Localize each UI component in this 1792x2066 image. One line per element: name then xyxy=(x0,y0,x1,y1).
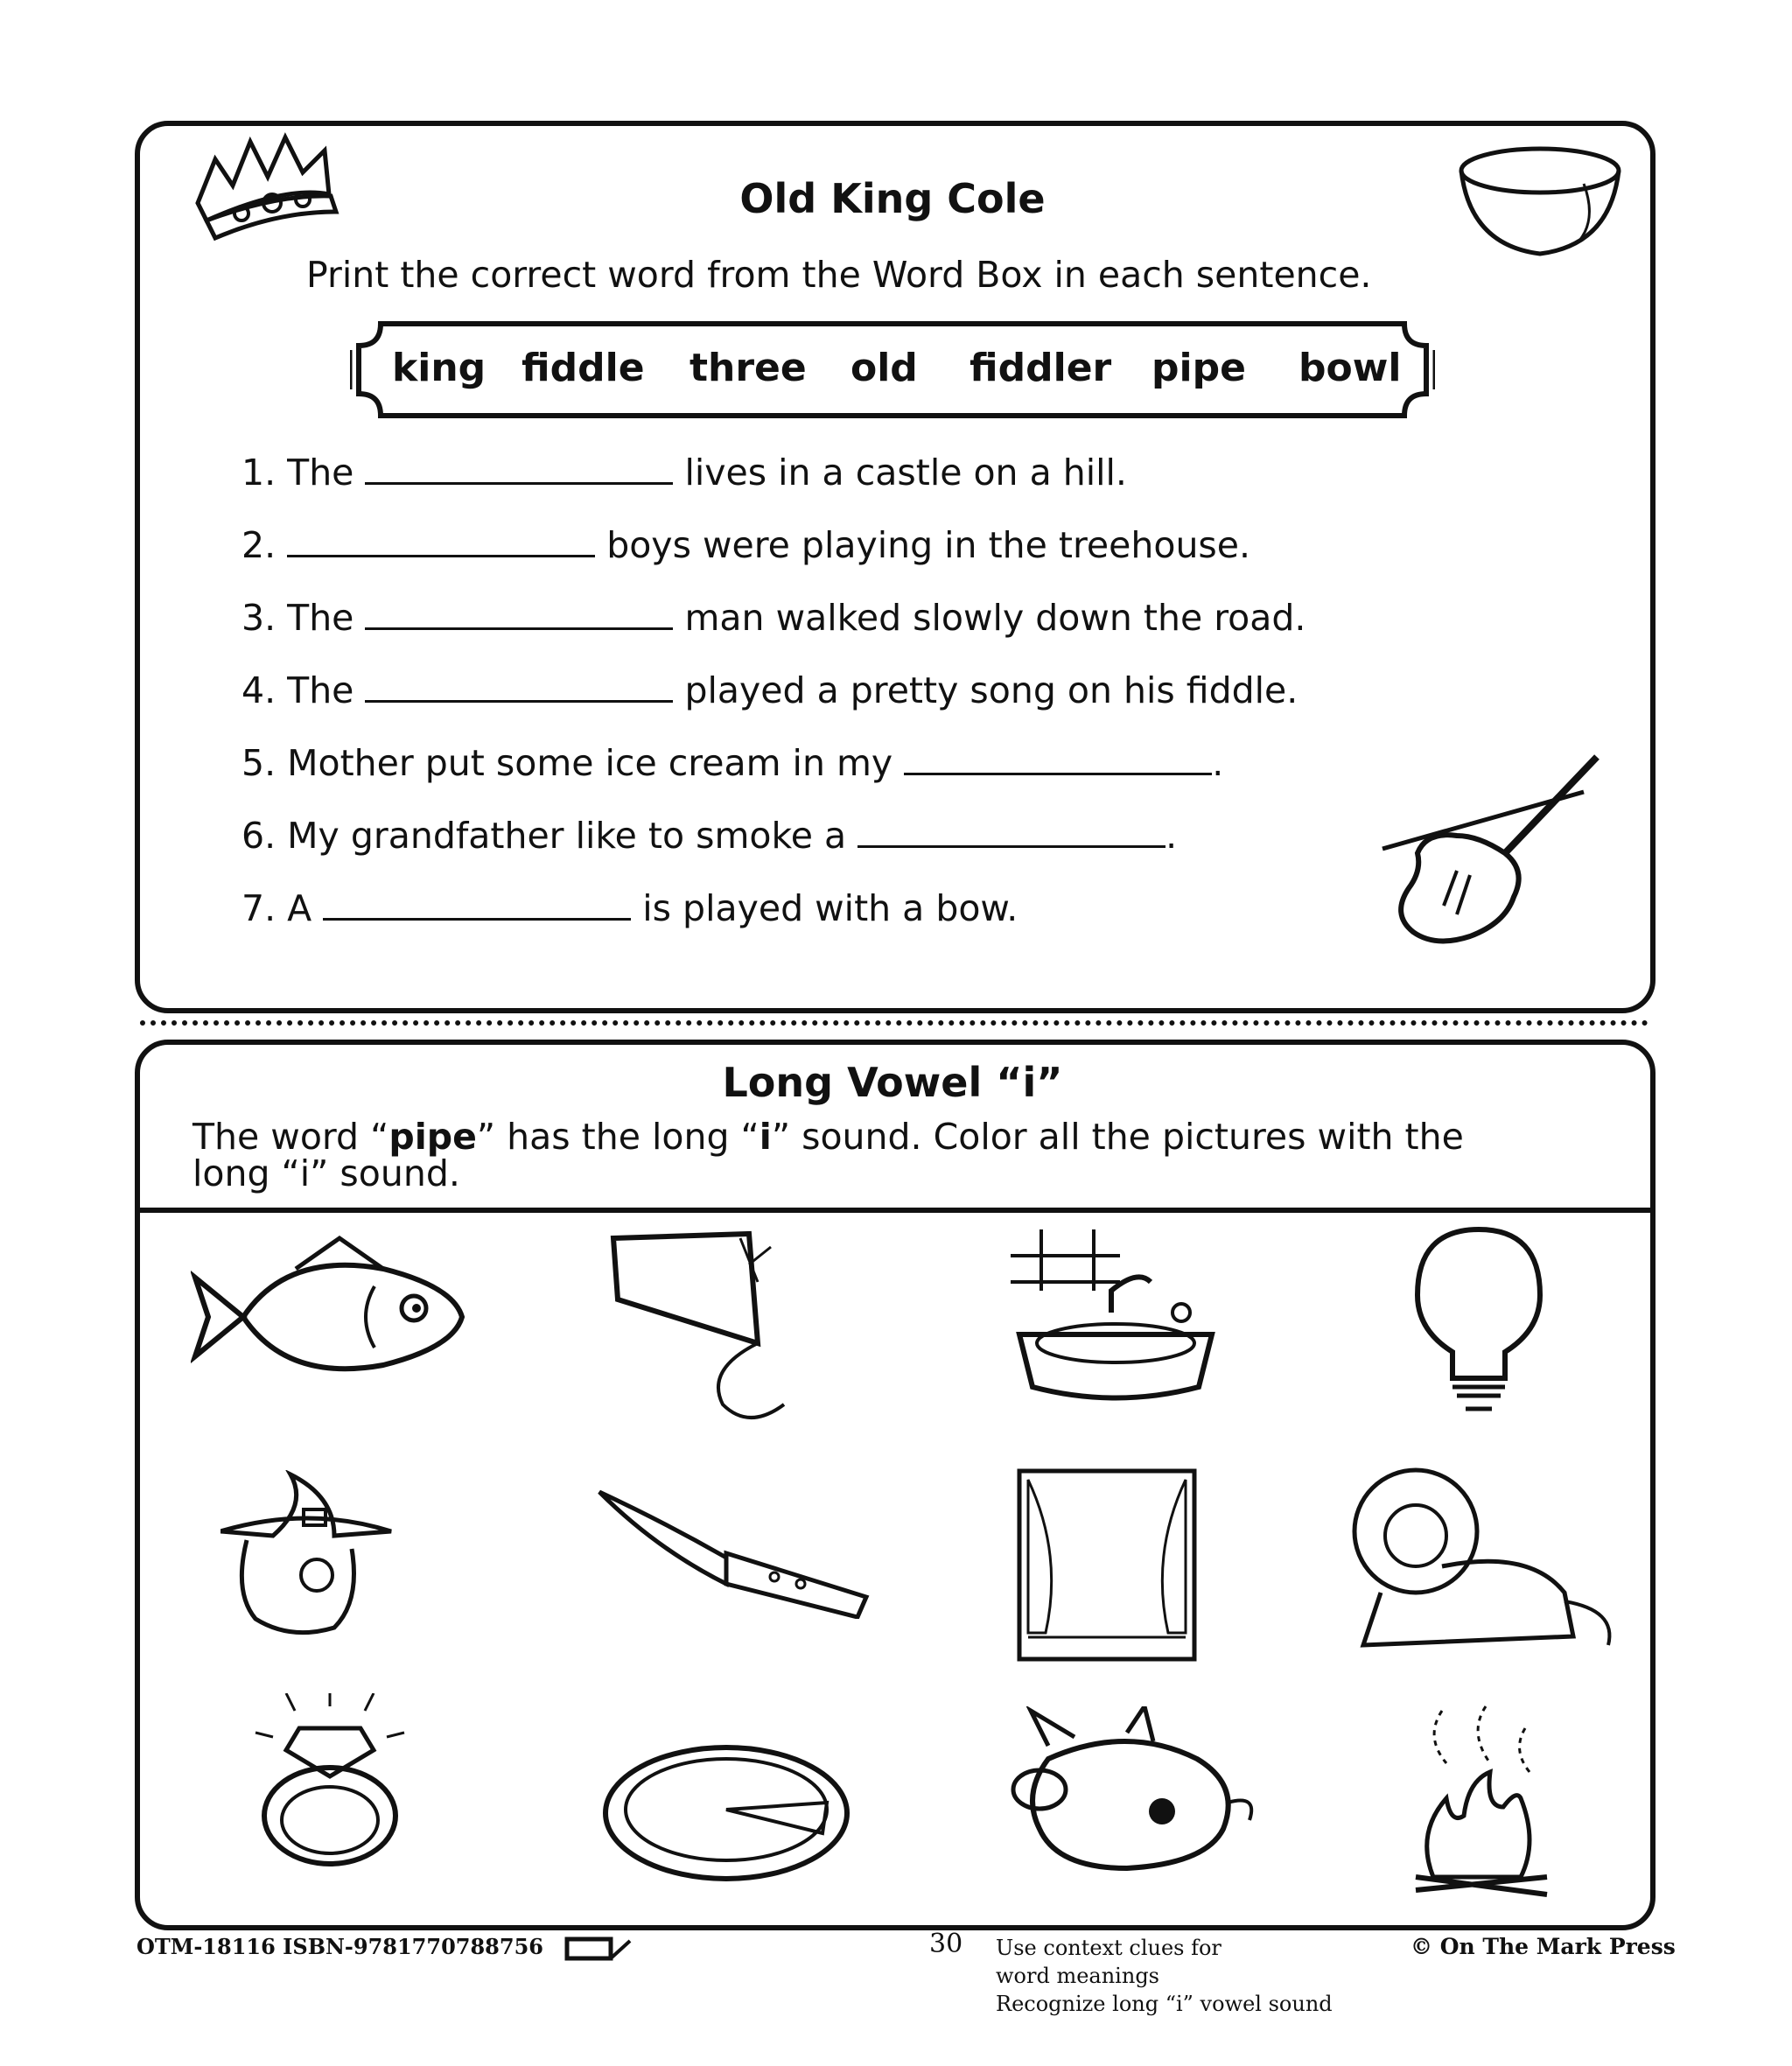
section-title: Old King Cole xyxy=(739,175,1046,222)
bowl-icon xyxy=(1452,140,1628,263)
fire-icon[interactable] xyxy=(1407,1702,1556,1903)
footer-code: OTM-18116 ISBN-9781770788756 xyxy=(136,1934,543,1959)
answer-blank[interactable] xyxy=(323,886,631,921)
word-box-word: fiddle xyxy=(522,346,645,390)
ring-icon[interactable] xyxy=(247,1693,413,1868)
instruction-text: Print the correct word from the Word Box in each sentence. xyxy=(306,254,1372,296)
violin-icon xyxy=(1374,748,1619,958)
word-box-word: old xyxy=(850,346,918,390)
sentence-4: 4. The played a pretty song on his fiddle. xyxy=(242,669,1298,711)
answer-blank[interactable] xyxy=(904,741,1212,775)
sentence-3: 3. The man walked slowly down the road. xyxy=(242,597,1306,639)
footer-skills: Use context clues for word meanings Recognize long “i” vowel sound xyxy=(996,1936,1333,2016)
fish-icon[interactable] xyxy=(191,1234,471,1400)
answer-blank[interactable] xyxy=(365,669,673,703)
word-box-word: fiddler xyxy=(970,346,1112,390)
lion-icon[interactable] xyxy=(1337,1461,1626,1663)
page-number: 30 xyxy=(929,1929,963,1959)
pencil-icon xyxy=(564,1932,634,1964)
crown-icon xyxy=(180,124,346,247)
answer-blank[interactable] xyxy=(365,451,673,485)
lightbulb-icon[interactable] xyxy=(1409,1225,1549,1418)
word-box xyxy=(350,319,1435,420)
word-box-word: bowl xyxy=(1298,346,1402,390)
pig-icon[interactable] xyxy=(996,1706,1267,1881)
knife-icon[interactable] xyxy=(595,1488,875,1619)
sentence-2: 2. boys were playing in the treehouse. xyxy=(242,524,1251,566)
window-icon[interactable] xyxy=(1015,1467,1199,1663)
instruction-text: The word “pipe” has the long “i” sound. Color all the pictures with the long “i” sound. xyxy=(192,1116,1464,1194)
word-box-word: three xyxy=(690,346,807,390)
witch-icon[interactable] xyxy=(220,1470,396,1645)
word-box-word: king xyxy=(392,346,486,390)
answer-blank[interactable] xyxy=(365,596,673,630)
word-box-word: pipe xyxy=(1152,346,1246,390)
sentence-7: 7. A is played with a bow. xyxy=(242,887,1018,929)
copyright: © On The Mark Press xyxy=(1410,1934,1676,1959)
sentence-1: 1. The lives in a castle on a hill. xyxy=(242,452,1127,494)
kite-icon[interactable] xyxy=(609,1229,802,1431)
section-title: Long Vowel “i” xyxy=(722,1059,1063,1106)
sink-icon[interactable] xyxy=(1006,1229,1225,1413)
answer-blank[interactable] xyxy=(287,523,595,557)
pie-icon[interactable] xyxy=(599,1741,853,1886)
sentence-6: 6. My grandfather like to smoke a . xyxy=(242,815,1178,857)
dotted-separator xyxy=(140,1020,1648,1026)
answer-blank[interactable] xyxy=(858,814,1166,848)
sentence-5: 5. Mother put some ice cream in my . xyxy=(242,742,1224,784)
panel-divider xyxy=(140,1208,1650,1213)
